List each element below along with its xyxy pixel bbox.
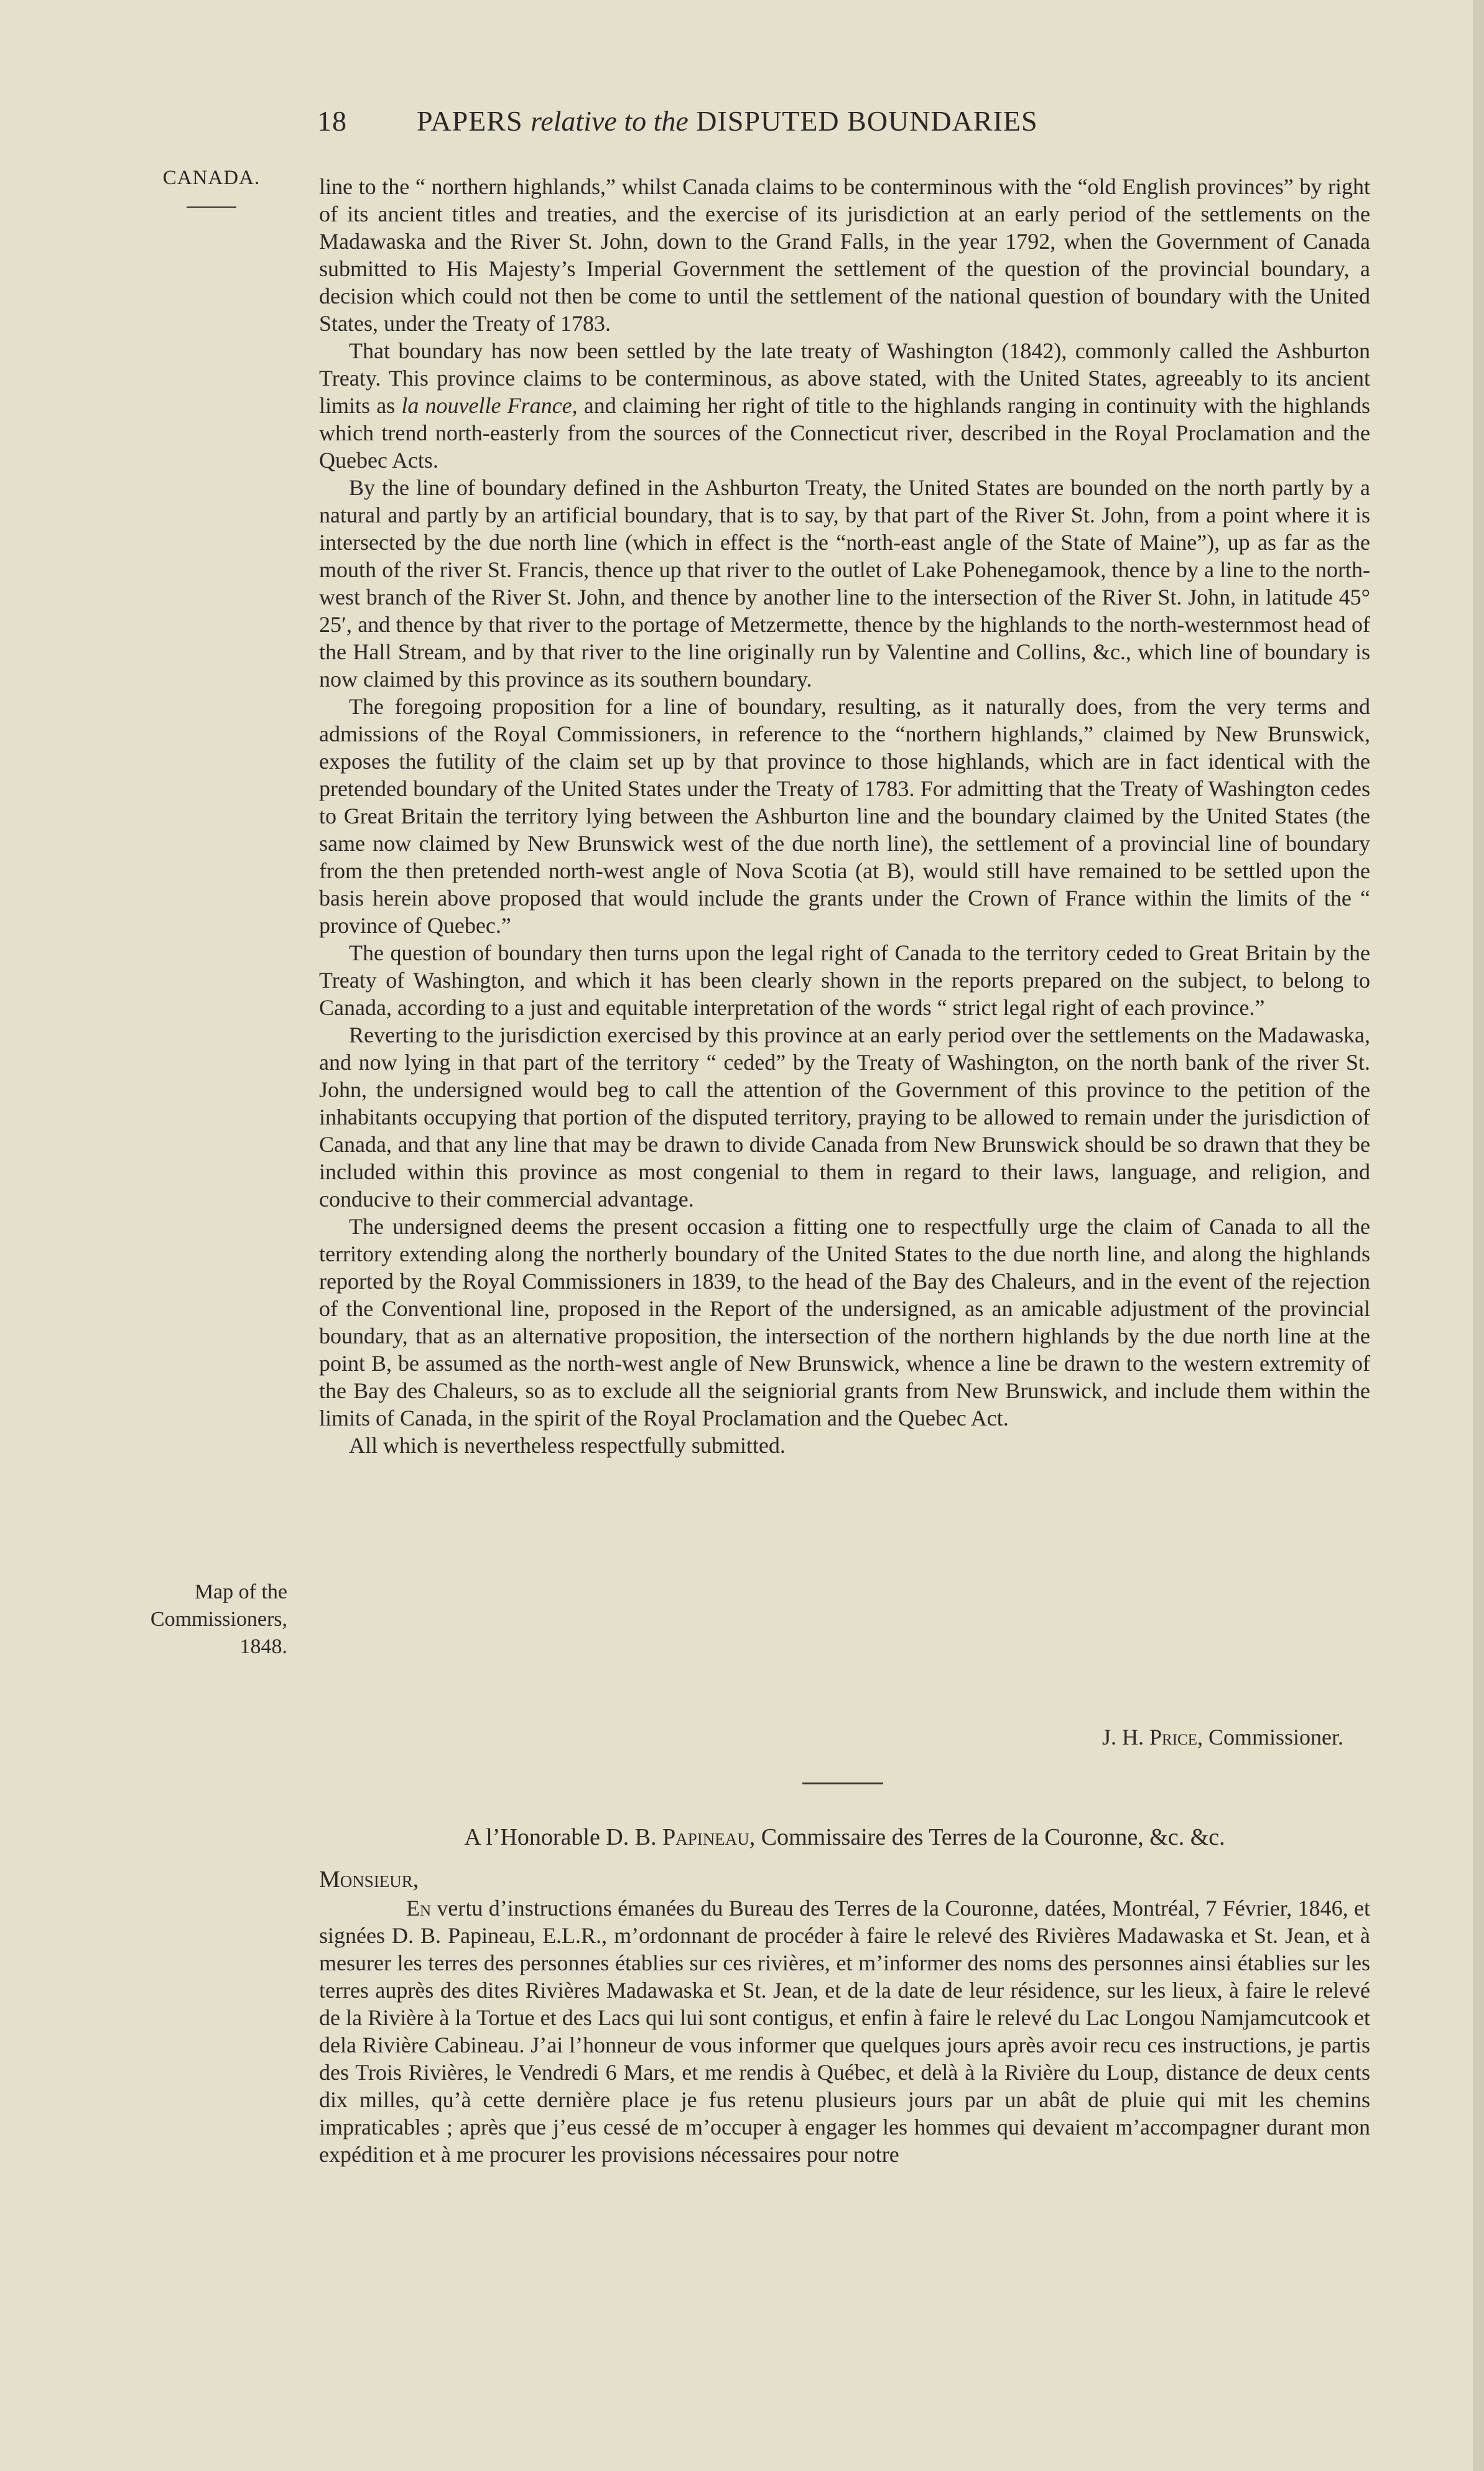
paragraph-6: Reverting to the jurisdiction exercised by this province at an early period over the settlements on the Madawaska, and now lying in that part of the territory “ ceded” by the Treaty of Washington, on the north bank of the river St. John, the undersigned would beg to call the attention of the Government of this province to the petition of the inhabitants occupying that portion of the disputed territory, praying to be allowed to remain under the jurisdiction of Canada, and that any line that may be drawn to divide Canada from New Brunswick should be so drawn that they be included within this province as most congenial to them in regard to their laws, language, and religion, and conducive to their commercial advantage. [319, 1022, 1370, 1212]
letter-first-word: En [406, 1896, 432, 1921]
letter-paragraph [319, 1894, 1370, 2168]
letter-heading-end: , Commissaire des Terres de la Couronne, &c. &c. [749, 1824, 1225, 1850]
margin-section-label: CANADA. [162, 167, 261, 189]
paragraph-2-end: and claiming her right of title to the highlands ranging in continuity with the highlands which trend north-easterly from the sources of the Connecticut river, described in the Royal Proclamation and the Quebec Acts. [319, 393, 1370, 473]
section-divider [802, 1783, 883, 1784]
letter-paragraph-text: vertu d’instructions émanées du Bureau des Terres de la Couronne, datées, Montréal, 7 Février, 1846, et signées D. B. Papineau, E.L.R., m’ordonnant de procéder à faire le relevé des Rivières Madawaska et St. Jean, et à mesurer les terres des personnes établies sur ces rivières, et m’informer des noms des personnes ainsi établies sur les terres auprès des dites Rivières Madawaska et St. Jean, et de la date de leur résidence, sur les lieux, à faire le relevé de la Rivière à la Tortue et des Lacs qui lui sont contigus, et enfin à faire le relevé du Lac Longou Namjamcutcook et dela Rivière Cabineau. J’ai l’honneur de vous informer que quelques jours après avoir recu ces instructions, je partis des Trois Rivières, le Vendredi 6 Mars, et me rendis à Québec, et delà à la Rivière du Loup, distance de deux cents dix milles, qu’à cette dernière place je fus retenu plusieurs jours par un abât de pluie qui mit les chemins impraticables ; après que j’eus cessé de m’occuper à engager les hommes qui devaient m’accompagner durant mon expédition et à me procurer les provisions nécessaires pour notre [319, 1896, 1370, 2167]
header-title-end: DISPUTED BOUNDARIES [688, 105, 1038, 137]
paragraph-3: By the line of boundary defined in the Ashburton Treaty, the United States are bounded on the north partly by a natural and partly by an artificial boundary, that is to say, by that part of the River St. John, from a point where it is intersected by the due north line (which in effect is the “north-east angle of the State of Maine”), up as far as the mouth of the river St. Francis, thence up that river to the outlet of Lake Pohenegamook, thence by a line to the north-west branch of the River St. John, and thence by another line to the intersection of the River St. John, in latitude 45° 25′, and thence by that river to the portage of Metzermette, thence by the highlands to the north-westernmost head of the Hall Stream, and by that river to the line originally run by Valentine and Collins, &c., which line of boundary is now claimed by this province as its southern boundary. [319, 475, 1370, 692]
paragraph-2 [319, 337, 1370, 474]
letter-heading-name: Papineau [662, 1824, 749, 1850]
margin-dash [187, 206, 236, 208]
paragraph-2-start: That boundary has now been settled by the late treaty of Washington (1842), commonly called the Ashburton Treaty. This province claims to be conterminous, as above stated, with the United States, agreeably to its ancient limits as [319, 338, 1370, 418]
page-edge [1473, 0, 1484, 2471]
page-number: 18 [317, 105, 347, 137]
letter-heading [319, 1824, 1370, 1851]
salutation: Monsieur, [319, 1866, 419, 1893]
header-title-start: PAPERS [417, 105, 531, 137]
signature-name: Price [1149, 1725, 1197, 1750]
signature [746, 1724, 1343, 1750]
signature-initials: J. H. [1101, 1725, 1149, 1750]
paragraph-5: The question of boundary then turns upon the legal right of Canada to the territory ceded to Great Britain by the Treaty of Washington, and which it has been clearly shown in the reports prepared on the subject, to belong to Canada, according to a just and equitable interpretation of the words “ strict legal right of each province.” [319, 940, 1370, 1020]
paragraph-4: The foregoing proposition for a line of boundary, resulting, as it naturally does, from the very terms and admissions of the Royal Commissioners, in reference to the “northern highlands,” claimed by New Brunswick, exposes the futility of the claim set up by that province to those highlands, which are in fact identical with the pretended boundary of the United States under the Treaty of 1783. For admitting that the Treaty of Washington cedes to Great Britain the territory lying between the Ashburton line and the boundary claimed by the United States (the same now claimed by New Brunswick west of the due north line), the settlement of a provincial line of boundary from the then pretended north-west angle of Nova Scotia (at B), would still have remained to be settled upon the basis herein above proposed that would include the grants under the Crown of France within the limits of the “ province of Quebec.” [319, 694, 1370, 938]
main-text [319, 173, 1370, 1459]
margin-note: Map of the Commissioners, 1848. [150, 1580, 287, 1658]
header-title-italic: relative to the [531, 105, 689, 137]
paragraph-8: All which is nevertheless respectfully submitted. [349, 1433, 786, 1458]
signature-title: , Commissioner. [1197, 1725, 1343, 1750]
letter-heading-start: A l’Honorable D. B. [464, 1824, 663, 1850]
paragraph-7: The undersigned deems the present occasion a fitting one to respectfully urge the claim of Canada to all the territory extending along the northerly boundary of the United States to the due north line, and along the highlands reported by the Royal Commissioners in 1839, to the head of the Bay des Chaleurs, and in the event of the rejection of the Conventional line, proposed in the Report of the undersigned, as an amicable adjustment of the provincial boundary, that as an alternative proposition, the intersection of the northern highlands by the due north line at the point B, be assumed as the north-west angle of New Brunswick, whence a line be drawn to the western extremity of the Bay des Chaleurs, so as to exclude all the seigniorial grants from New Brunswick, and include them within the limits of Canada, in the spirit of the Royal Proclamation and the Quebec Act. [319, 1214, 1370, 1430]
running-header [317, 104, 1393, 137]
paragraph-2-italic: la nouvelle France, [401, 393, 578, 418]
paragraph-1: line to the “ northern highlands,” whilst Canada claims to be conterminous with the “old English provinces” by right of its ancient titles and treaties, and the exercise of its jurisdiction at an early period of the settlements on the Madawaska and the River St. John, down to the Grand Falls, in the year 1792, when the Government of Canada submitted to His Majesty’s Imperial Government the settlement of the question of the provincial boundary, a decision which could not then be come to until the settlement of the national question of boundary with the United States, under the Treaty of 1783. [319, 174, 1370, 336]
letter-body [319, 1894, 1370, 2168]
